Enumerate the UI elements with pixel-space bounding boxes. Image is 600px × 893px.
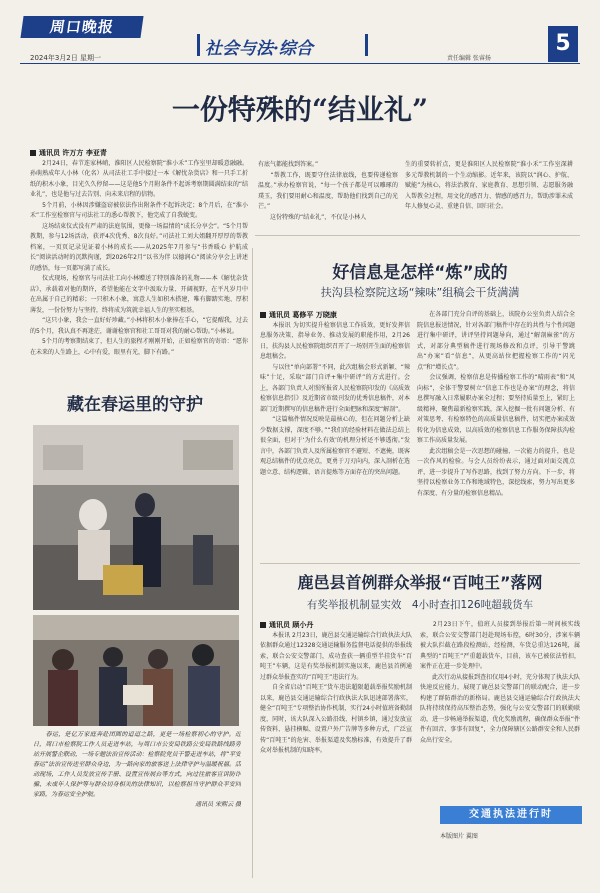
article-3-caption bbox=[33, 730, 241, 820]
issue-date: 2024年3月2日 星期一 bbox=[30, 54, 101, 62]
photo-credit: 通讯员 宋熙云 摄 bbox=[195, 801, 241, 808]
article-4-col-2 bbox=[420, 620, 580, 802]
article-2-text-2: 在各部门充分自评的基础上，该院办公室负责人结合全院信息报送情况，针对各部门稿件中存在的共性与个性问题进行集中研评，讲评坚持问题导向，通过“解剖麻雀”的方式，对部分典型稿件进行现场修改和点评，引导干警跳出“办案”看“信息”，从更高站位把握检察工作的“闪光点”和“增长点”。 会议强调，检察信息是传播检察工作的“晴雨表”和“风向标”，全体干警要树立“信息工作也是办案”的理念，将信息撰写融入日常履职办案全过程；要坚持质量至上，紧盯上级精神，聚焦最新检察实践，深入挖掘一批有问题分析、有对策思考、有检察特色的高质量信息稿件，切实把办案成效转化为信息成效，以高质效的检察信息工作服务保障扶沟检察工作高质量发展。 此次组稿会是一次思想的碰撞、一次能力的提升，也是一次作风的检验。与会人员纷纷表示，通过面对面交流点评，进一步提升了写作思路，找到了努力方向。下一步，将坚持以检察业务工作和地域特色，深挖线索，努力写出更多有深度、有分量的检察信息精品。 bbox=[417, 311, 575, 497]
article-2-text-1: 本报讯 为切实提升检察信息工作质效，更好发挥信息服务决策、指导业务、推动发展的职能作用，2月26日，扶沟县人民检察院组织召开了一场别开生面的检察信息组稿会。 与以往“单向部署”不同，此次组稿会形式新颖、“辣味”十足，采取“部门自评+集中研评”的方式进行。会上，各部门负责人对照所报省人民检察院印发的《高质效检察信息指引》及近期省市级刊发的优秀信息稿件，对本部门近期撰写的信息稿件进行全面把脉和深度“解剖”。 “这篇稿件情况反映是最核心的，但在问题分析上缺少数据支撑，深度不够。”“我们的经验材料在做法总结上很全面，但对于‘为什么有效’的机理分析还不够透彻。”发言中，各部门负责人及所属检察官不避短、不遮掩，既客观总结稿件的优点亮点，更勇于刀刃向内，深入剖析在选题立意、结构逻辑、语言提炼等方面存在的突出问题。 bbox=[260, 321, 410, 476]
article-2-col-2 bbox=[417, 310, 575, 558]
masthead-rule bbox=[20, 63, 580, 64]
article-1-col-3 bbox=[405, 160, 573, 230]
section-bar-icon bbox=[365, 34, 368, 56]
article-2-subtitle: 扶沟县检察院这场“辣味”组稿会干货满满 bbox=[320, 286, 520, 299]
byline-marker-icon bbox=[30, 150, 36, 156]
article-4-byline: 通讯员 顾小丹 bbox=[260, 620, 412, 631]
byline-marker-icon bbox=[260, 622, 266, 628]
article-4-subtitle: 有奖举报机制显实效 4小时查扣126吨超载货车 bbox=[306, 599, 534, 611]
article-2-col-1 bbox=[260, 310, 410, 560]
editor-credit: 责任编辑 张睿扬 bbox=[447, 55, 491, 62]
article-2-title: 好信息是怎样“炼”成的 bbox=[332, 263, 508, 283]
byline-marker-icon bbox=[260, 312, 266, 318]
promo-banner: 交通执法进行时 bbox=[440, 806, 582, 824]
article-1-col-1 bbox=[30, 148, 248, 384]
masthead bbox=[0, 0, 600, 70]
station-photo-2 bbox=[33, 615, 239, 726]
section-bar-icon bbox=[197, 34, 200, 56]
station-photo-1 bbox=[33, 425, 239, 610]
article-4-text-2: 2月23日下午，值班人员接到举报后第一时间核实线索，联合公安交警部门赶赴现场布控，6时30分，涉案车辆被大队拦截在路段检测站，经检测，车货总重达126吨，属典型的“百吨王”严重超载货车，目前，该车已被依法暂扣，案件正在进一步处理中。 此次行动从接报到查扣仅用4小时，充分体现了执法大队快速反应能力，展现了鹿邑县交警部门的联动配合，进一步构建了群防群治的新格局。鹿邑县交通运输综合行政执法大队将持续保持高压整治态势，强化与公安交警部门的联勤联动，进一步畅通举报渠道，优化奖励流程，确保群众举报“件件有回音、事事有回复”，全力保障辖区公路群安全和人民群众出行安全。 bbox=[420, 621, 580, 744]
article-4-credit bbox=[440, 832, 580, 846]
article-4-text-1: 本报讯 2月23日，鹿邑县交通运输综合行政执法大队依据群众通过12328交通运输服务监督电话提供的举报线索，联合公安交警部门，成功查获一辆重型半挂货车“百吨王”车辆，这是有奖举报机制实施以来，鹿邑县首例通过群众举报查实的“百吨王”违法行为。 自全省启动“百吨王”货车违法超限超载举报奖励机制以来，鹿邑县交通运输综合行政执法大队迅速部署落实，健全“百吨王”专项整治协作机制，实行24小时值班备勤制度，同时，该大队深入公路沿线、村镇乡镇，通过发放宣传资料、悬挂横幅、设置户外广告牌等多种方式，广泛宣传“百吨王”的危害、举报渠道及奖励标准，有效提升了群众对举报机制的知晓率。 bbox=[260, 631, 412, 754]
divider-line bbox=[260, 563, 580, 564]
newspaper-logo: 周口晚报 bbox=[20, 16, 143, 38]
section-title: 社会与法·综合 bbox=[205, 39, 313, 59]
article-1-text-3: 生的重要转折点，更是淮阳区人民检察院“淮小禾”工作室深耕多元帮教机制的一个生动缩影。近年来，该院以“润心、护航、赋能”为核心，将法治教育、家庭教育、思想引领、志愿服务融入帮教全过程，用文化的感召力、情感的感召力，帮助涉罪未成年人修复心灵、重建自信、回归社会。 bbox=[405, 161, 573, 210]
article-1-col-2 bbox=[258, 160, 398, 220]
article-4-col-1 bbox=[260, 620, 412, 882]
article-1-byline: 通讯员 许万方 李亚青 bbox=[30, 148, 248, 159]
article-4-title: 鹿邑县首例群众举报“百吨王”落网 bbox=[297, 573, 543, 592]
article-1-title: 一份特殊的“结业礼” bbox=[171, 93, 429, 126]
article-3-title: 藏在春运里的守护 bbox=[67, 395, 203, 415]
article-1-text-1: 2月24日，春节连家林峭，淮阳区人民检察院“淮小禾”工作室里却暖意融融。孙萌熟成年人小林（化名）从司法社工手中接过一本《解忧杂货店》和一只手工折纸的积木小象，目光久久停留——这是他5个月附条件不起诉考察期圆满结束的“结业礼”，也是他与过去告别、向未来启程的信物。 5个月前，小林因涉嫌盗窃被依法作出附条件不起诉决定；8个月后，在“淮小禾”工作室检察官与司法社工的悉心帮教下，他完成了自我蜕变。 这场结束仪式没有严肃的法庭氛围，更像一场温情的“成长分享会”。“5个月帮教期，参与12场活动，获评4次优秀、8次良好。”司法社工刘大姐翻开厚厚的帮教档案，一页页记录见证着小林的成长——从2025年7月参与“书香暖心 护航成长”阅读活动时的沉默拘谨，到2026年2月“以书为伴 以德润心”阅读分享会上讲述的感悟，每一页都写满了成长。 仪式现场，检察官与司法社工向小林赠送了特别准备的礼物——本《解忧杂货店》，承载着对他的期许，希望他能在文字中汲取力量、开阔视野，在平凡岁月中在出属于自己的精彩；一只积木小象，寓意人生如积木搭建，唯有脚踏实地、厚积薄发，一份份努力与坚持，终将成为筑就幸福人生的坚实根基。 “这只小象，我会一直好好珍藏。”小林将积木小象捧在手心，“它提醒我，过去的5个月，我认真不再迷茫，谢谢检察官和社工哥哥对我的耐心帮助。”小林说。 5个月的考察期结束了，但人生的旅程才刚刚开始，正如检察官的寄语：“愿你在未来的人生路上，心中有爱，眼里有光，脚下有路。” bbox=[30, 159, 248, 356]
article-1-text-2: 有底气都能找到答案。” “帮教工作，既要守住法律底线，也要传递检察温度。”承办检察官说，“每一个孩子都是可以雕琢的璞玉，我们要用耐心和温度，帮助他们找到自己的光芒。” 这份特殊的“结业礼”，不仅是小林人 bbox=[258, 161, 398, 220]
article-2-byline: 通讯员 葛修平 万晓康 bbox=[260, 310, 410, 321]
image-credit: 本版图片 翼图 bbox=[440, 833, 478, 840]
photo-caption: 春运，是亿万家庭奔赴团圆的迢迢之路，更是一场检察初心的守护。近日，周口市检察院工作人员走进车站，与周口市公安局铁路公安局铁路线路旁站开展警企联动，一场专题法治宣传活动：检察院党员干警走进车站，将“平安春运”法治宣传送至群众身边，为一路向家的旅客送上法律守护与温暖祝福。活动现场，工作人员发放宣传手册、设置宣传展台等方式，向过往旅客宣讲防诈骗、未成年人保护等与群众切身相关的法律知识，以检察担当守护群众平安回家路，为春运安全护航。 bbox=[33, 731, 241, 798]
page-number: 5 bbox=[548, 26, 578, 62]
column-divider bbox=[252, 248, 253, 878]
divider-line bbox=[255, 235, 580, 236]
